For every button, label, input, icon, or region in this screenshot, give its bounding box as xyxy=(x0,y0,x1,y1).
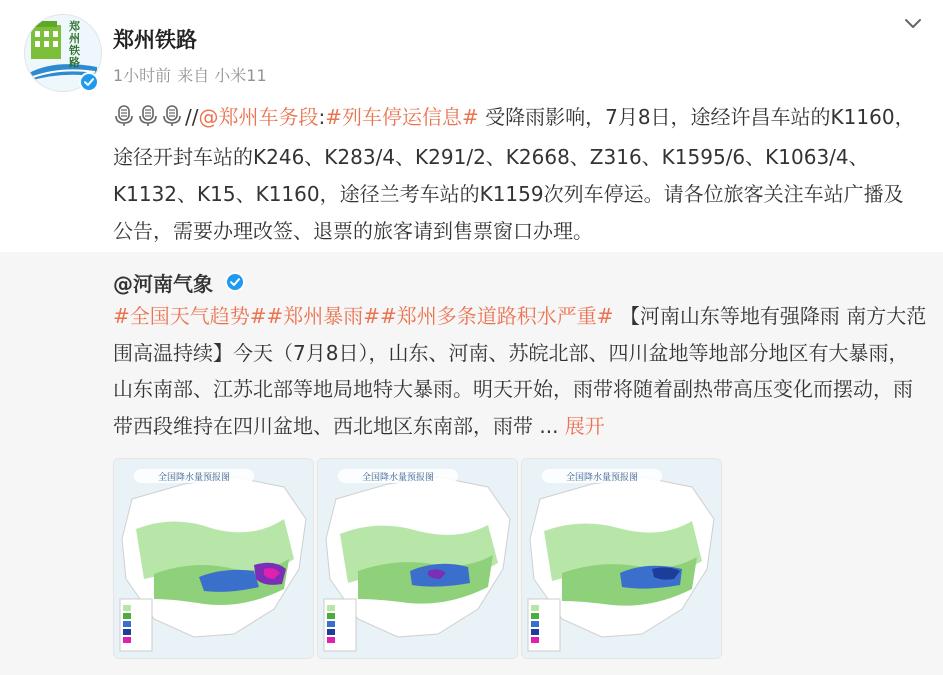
expand-link[interactable]: 展开 xyxy=(564,413,605,438)
forecast-map-image[interactable] xyxy=(113,458,314,659)
repost-author[interactable] xyxy=(113,268,213,297)
forecast-map-image[interactable] xyxy=(521,458,722,659)
forecast-map-image[interactable] xyxy=(317,458,518,659)
microphone-icon xyxy=(161,102,183,139)
repost-body: 【河南山东等地有强降雨 南方大范围高温持续】今天（7月8日），山东、河南、苏皖北部、四川盆地等地部分地区有大暴雨，山东南部、江苏北部等地局地特大暴雨。明天开始，雨带将随着副热带高压变化而摆动，雨带西段维持在四川盆地、西北地区东南部，雨带 xyxy=(113,304,927,438)
post-source: 来自 小米11 xyxy=(177,66,267,85)
avatar-label: 郑州铁路 xyxy=(69,20,80,69)
post-time[interactable]: 1小时前 xyxy=(113,66,172,85)
verified-icon xyxy=(79,72,99,92)
repost-author-name[interactable]: @河南气象 xyxy=(113,272,213,296)
repost-text xyxy=(113,298,928,444)
post-meta xyxy=(113,63,273,86)
repost-card[interactable] xyxy=(0,252,943,675)
repost-separator: // xyxy=(185,105,199,129)
author-name[interactable]: 郑州铁路 xyxy=(113,28,197,52)
verified-icon xyxy=(225,272,245,292)
colon: : xyxy=(318,105,326,129)
mention-link[interactable]: @郑州车务段 xyxy=(198,105,319,129)
repost-hashtags[interactable]: #全国天气趋势##郑州暴雨##郑州多条道路积水严重# xyxy=(113,304,614,328)
map-title: 全国降水量预报图 xyxy=(361,473,434,483)
microphone-icon xyxy=(113,102,135,139)
map-title: 全国降水量预报图 xyxy=(565,473,638,483)
microphone-icon xyxy=(137,102,159,139)
post-body: 受降雨影响，7月8日，途经许昌车站的K1160，途径开封车站的K246、K283/4、K291/2、K2668、Z316、K1595/6、K1063/4、K1132、K15、K1160，途径兰考车站的K1159次列车停运。请各位旅客关注车站广播及公告，需要办理改签、退票的旅客请到售票窗口办理。 xyxy=(113,105,915,243)
ellipsis: ... xyxy=(539,413,559,438)
map-title: 全国降水量预报图 xyxy=(157,473,230,483)
chevron-down-icon[interactable] xyxy=(901,12,925,36)
hashtag-link[interactable]: #列车停运信息# xyxy=(325,105,479,129)
post-text xyxy=(113,99,923,250)
